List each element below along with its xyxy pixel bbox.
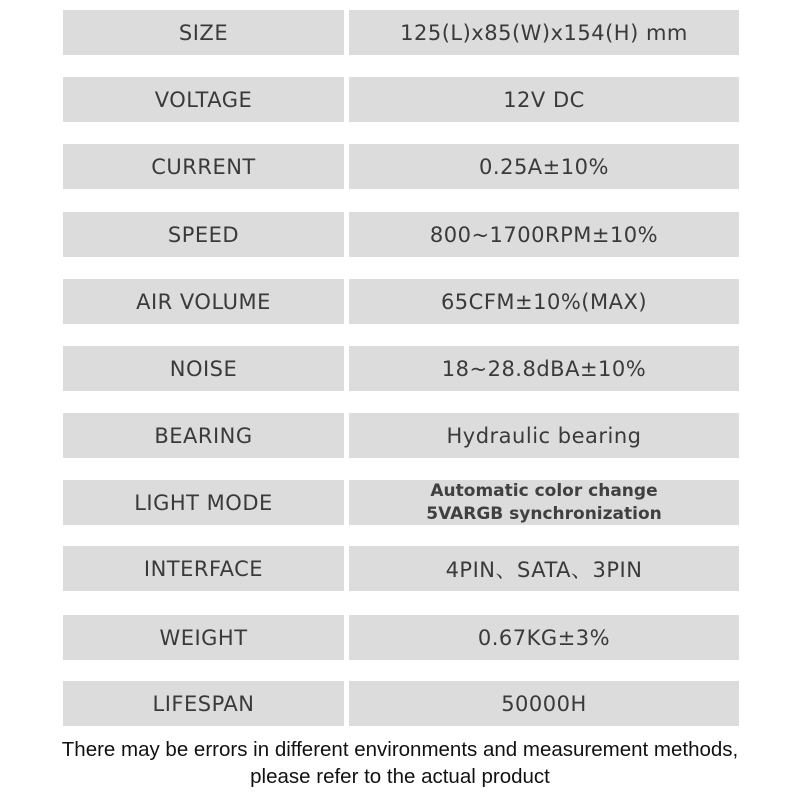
spec-label-light-mode: LIGHT MODE xyxy=(63,480,344,525)
disclaimer-footnote xyxy=(0,736,800,790)
spec-value-bearing: Hydraulic bearing xyxy=(349,413,739,458)
spec-value-lifespan: 50000H xyxy=(349,681,739,726)
disclaimer-line-1: There may be errors in different environments and measurement methods, xyxy=(61,738,739,761)
spec-value-voltage: 12V DC xyxy=(349,77,739,122)
spec-label-bearing: BEARING xyxy=(63,413,344,458)
spec-label-voltage: VOLTAGE xyxy=(63,77,344,122)
spec-label-speed: SPEED xyxy=(63,212,344,257)
spec-label-interface: INTERFACE xyxy=(63,546,344,591)
spec-value-size: 125(L)x85(W)x154(H) mm xyxy=(349,10,739,55)
disclaimer-line-2: please refer to the actual product xyxy=(250,765,550,788)
spec-value-speed: 800~1700RPM±10% xyxy=(349,212,739,257)
spec-label-noise: NOISE xyxy=(63,346,344,391)
spec-value-air-volume: 65CFM±10%(MAX) xyxy=(349,279,739,324)
spec-value-light-mode-line2: 5VARGB synchronization xyxy=(426,503,662,524)
spec-value-light-mode-line1: Automatic color change xyxy=(430,480,658,501)
spec-label-weight: WEIGHT xyxy=(63,615,344,660)
spec-label-air-volume: AIR VOLUME xyxy=(63,279,344,324)
spec-value-weight: 0.67KG±3% xyxy=(349,615,739,660)
spec-value-light-mode xyxy=(349,480,739,525)
spec-label-lifespan: LIFESPAN xyxy=(63,681,344,726)
spec-value-noise: 18~28.8dBA±10% xyxy=(349,346,739,391)
spec-label-size: SIZE xyxy=(63,10,344,55)
spec-value-interface: 4PIN、SATA、3PIN xyxy=(349,546,739,591)
spec-label-current: CURRENT xyxy=(63,144,344,189)
spec-value-current: 0.25A±10% xyxy=(349,144,739,189)
